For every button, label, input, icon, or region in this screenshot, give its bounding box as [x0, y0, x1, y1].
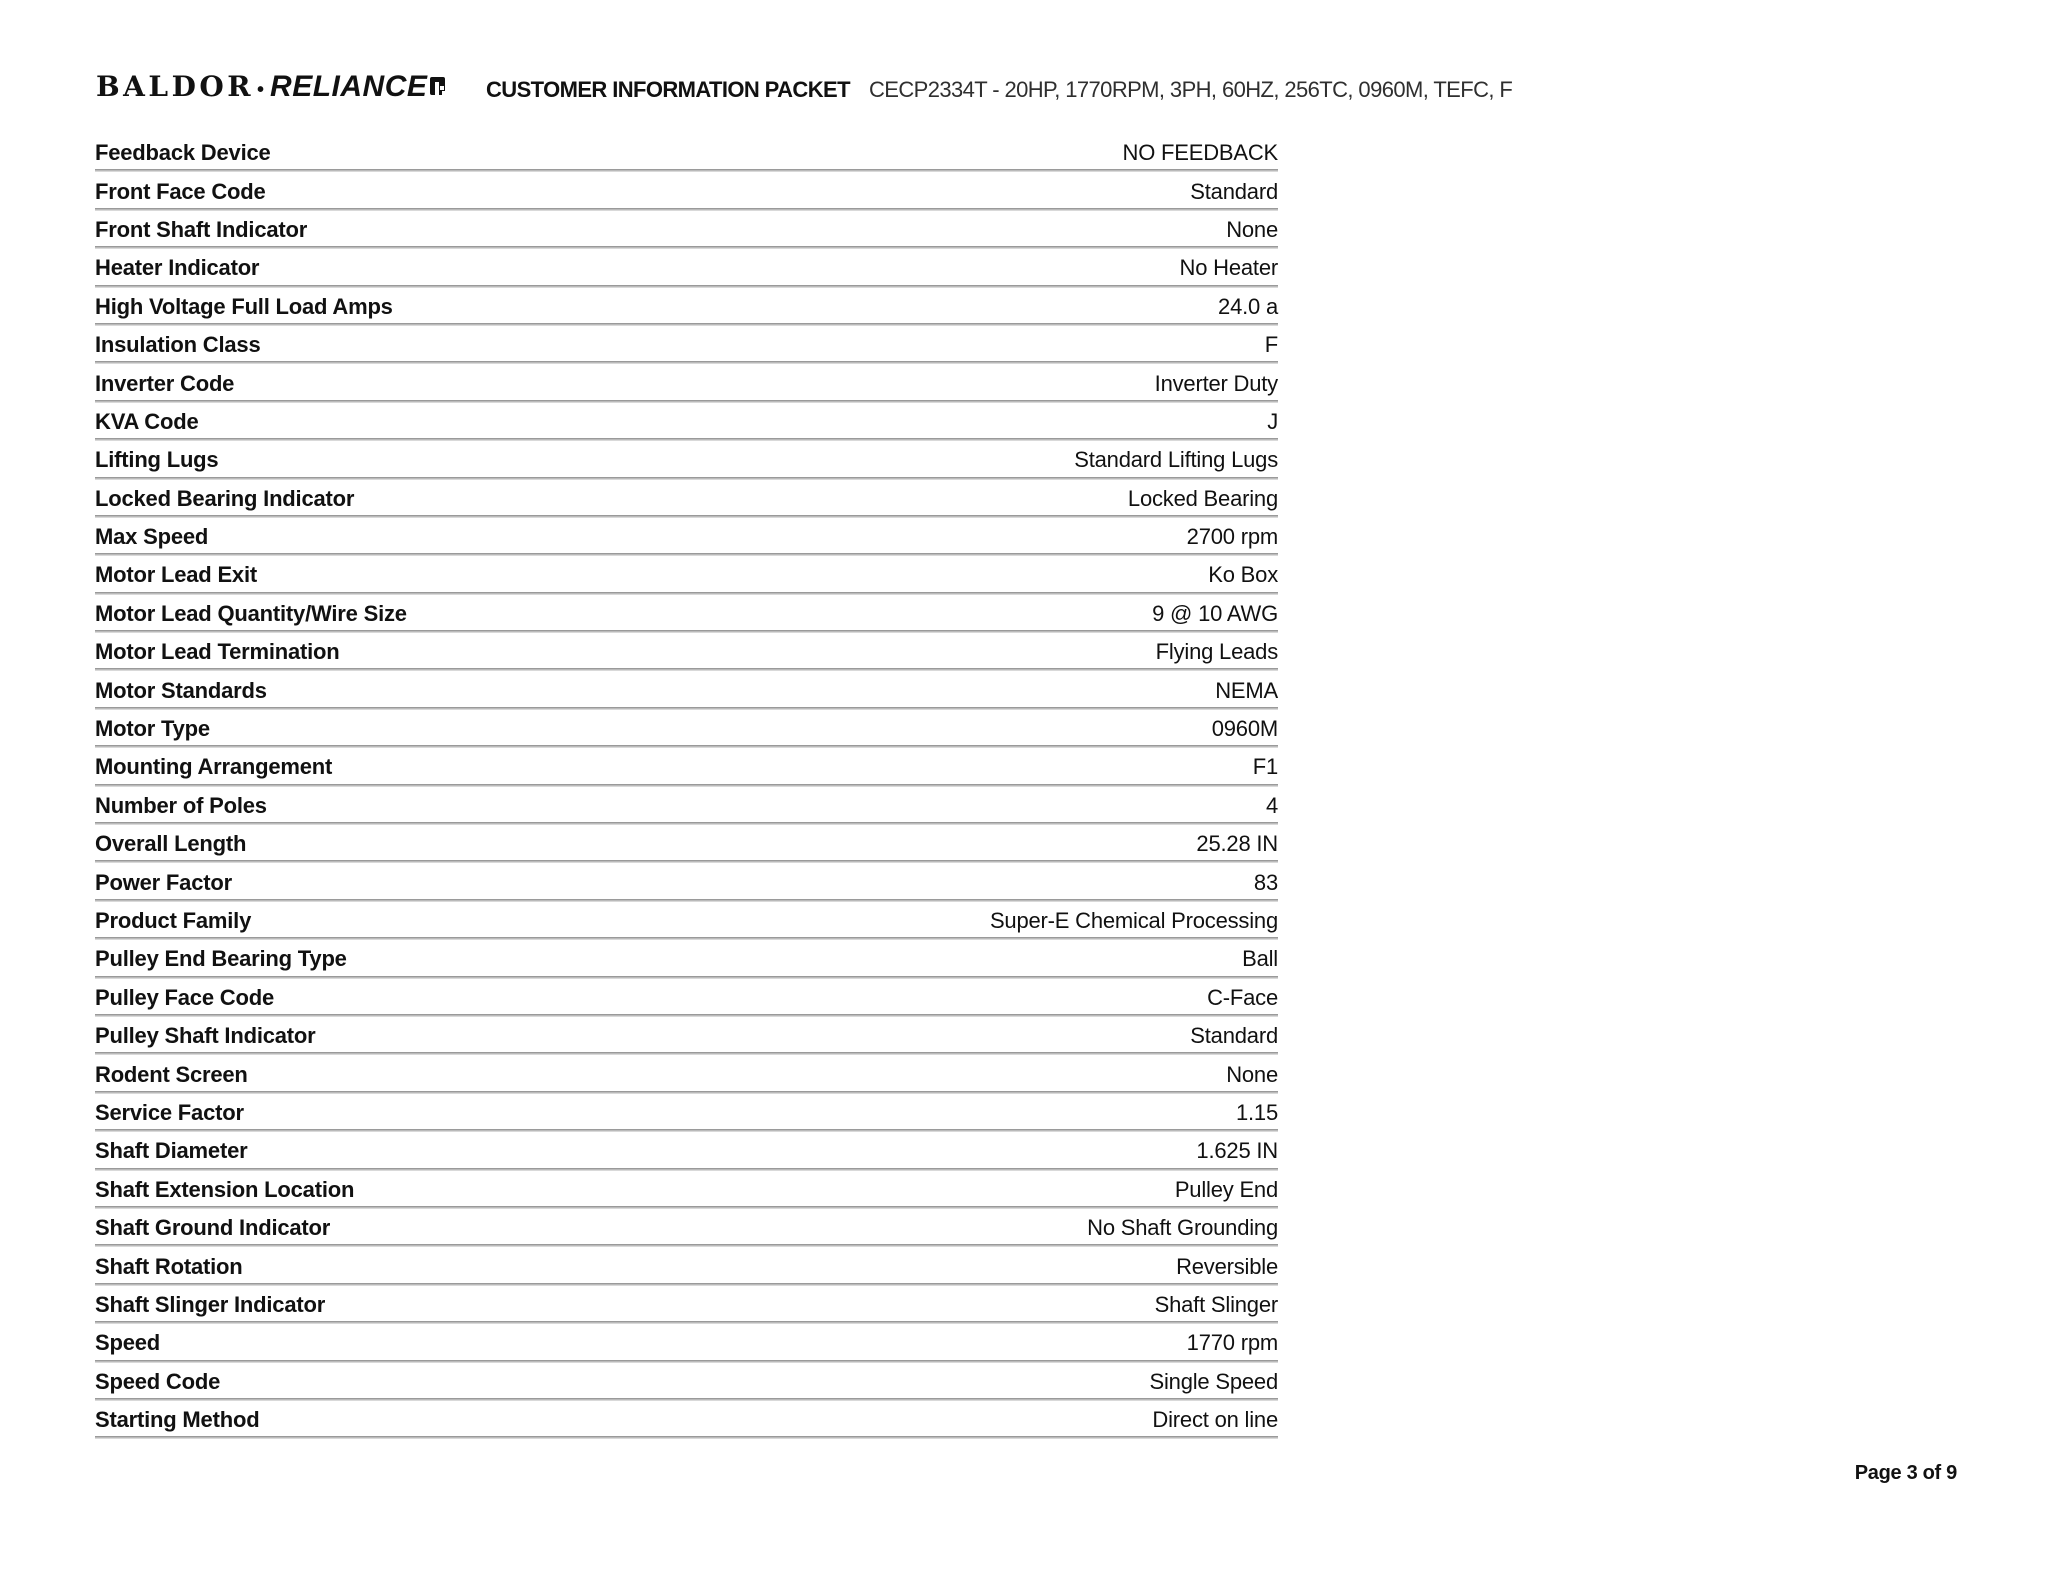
spec-row: [95, 1247, 1278, 1285]
spec-label: Shaft Rotation: [95, 1253, 243, 1279]
spec-row: [95, 403, 1278, 441]
spec-value: NEMA: [1215, 677, 1278, 703]
spec-value: Standard Lifting Lugs: [1074, 447, 1278, 473]
spec-row: [95, 1017, 1278, 1055]
spec-row: [95, 1401, 1278, 1439]
spec-row: [95, 595, 1278, 633]
spec-label: Motor Lead Quantity/Wire Size: [95, 600, 407, 626]
spec-value: Shaft Slinger: [1154, 1291, 1278, 1317]
spec-row: [95, 1209, 1278, 1247]
spec-value: Ko Box: [1208, 562, 1278, 588]
baldor-reliance-logo: [96, 70, 447, 104]
spec-row: [95, 633, 1278, 671]
spec-label: Pulley Shaft Indicator: [95, 1023, 316, 1049]
spec-value: J: [1267, 408, 1278, 434]
spec-value: 4: [1265, 792, 1278, 818]
spec-label: Pulley Face Code: [95, 984, 274, 1010]
spec-row: [95, 1286, 1278, 1324]
spec-row: [95, 710, 1278, 748]
spec-value: 0960M: [1211, 716, 1278, 742]
spec-row: [95, 326, 1278, 364]
spec-value: Super-E Chemical Processing: [989, 908, 1278, 933]
spec-label: High Voltage Full Load Amps: [95, 293, 393, 319]
logo-separator-dot: •: [257, 79, 265, 101]
logo-reliance-text: RELIANCE: [270, 70, 428, 103]
spec-label: Shaft Ground Indicator: [95, 1215, 331, 1241]
spec-value: Locked Bearing: [1127, 485, 1278, 511]
spec-value: No Shaft Grounding: [1087, 1215, 1278, 1241]
spec-row: [95, 556, 1278, 594]
spec-value: F1: [1252, 754, 1278, 780]
spec-row: [95, 902, 1278, 940]
spec-label: Front Shaft Indicator: [95, 216, 308, 242]
spec-row: [95, 787, 1278, 825]
spec-value: Flying Leads: [1155, 639, 1278, 665]
spec-label: Starting Method: [95, 1407, 260, 1433]
spec-row: [95, 940, 1278, 978]
spec-table: [95, 134, 1278, 1439]
spec-label: Overall Length: [95, 831, 247, 857]
spec-value: Standard: [1190, 178, 1278, 204]
spec-row: [95, 1094, 1278, 1132]
spec-label: Speed Code: [95, 1368, 221, 1394]
product-description: CECP2334T - 20HP, 1770RPM, 3PH, 60HZ, 256TC, 0960M, TEFC, F: [869, 77, 1513, 102]
spec-row: [95, 1055, 1278, 1093]
spec-value: Pulley End: [1174, 1176, 1278, 1202]
spec-label: Product Family: [95, 908, 252, 933]
spec-label: Insulation Class: [95, 332, 261, 358]
reliance-trademark-icon: [430, 77, 447, 101]
spec-label: Shaft Slinger Indicator: [95, 1291, 326, 1317]
spec-row: [95, 1324, 1278, 1362]
spec-label: Heater Indicator: [95, 255, 260, 281]
spec-value: C-Face: [1207, 984, 1278, 1010]
spec-row: [95, 863, 1278, 901]
spec-row: [95, 211, 1278, 249]
spec-value: 2700 rpm: [1186, 524, 1278, 550]
spec-value: None: [1226, 216, 1278, 242]
spec-row: [95, 979, 1278, 1017]
page-header: [0, 0, 2048, 125]
spec-row: [95, 748, 1278, 786]
spec-value: Reversible: [1176, 1253, 1278, 1279]
logo-baldor-text: BALDOR: [96, 70, 255, 103]
spec-value: 1.625 IN: [1196, 1138, 1278, 1164]
spec-label: Shaft Diameter: [95, 1138, 248, 1164]
spec-value: None: [1226, 1061, 1278, 1087]
spec-row: [95, 288, 1278, 326]
spec-value: Standard: [1190, 1023, 1278, 1049]
spec-label: Service Factor: [95, 1099, 244, 1125]
spec-value: F: [1264, 332, 1278, 358]
spec-label: Max Speed: [95, 524, 209, 550]
spec-value: Inverter Duty: [1154, 370, 1278, 396]
spec-label: Motor Lead Termination: [95, 639, 340, 665]
spec-label: Lifting Lugs: [95, 447, 219, 473]
spec-row: [95, 134, 1278, 172]
spec-label: Speed: [95, 1330, 161, 1356]
spec-row: [95, 480, 1278, 518]
spec-label: Pulley End Bearing Type: [95, 946, 347, 972]
spec-label: Number of Poles: [95, 792, 267, 818]
spec-value: 25.28 IN: [1196, 831, 1278, 857]
spec-row: [95, 441, 1278, 479]
spec-label: Inverter Code: [95, 370, 235, 396]
document-title: CUSTOMER INFORMATION PACKET: [486, 77, 850, 102]
spec-row: [95, 249, 1278, 287]
spec-value: Ball: [1242, 946, 1278, 972]
spec-label: Motor Type: [95, 716, 210, 742]
spec-value: 83: [1253, 869, 1278, 895]
spec-row: [95, 364, 1278, 402]
spec-value: Direct on line: [1152, 1407, 1278, 1433]
spec-value: 1.15: [1235, 1099, 1278, 1125]
spec-row: [95, 172, 1278, 210]
spec-label: Power Factor: [95, 869, 232, 895]
spec-row: [95, 518, 1278, 556]
spec-row: [95, 1171, 1278, 1209]
spec-label: Rodent Screen: [95, 1061, 248, 1087]
spec-label: Motor Standards: [95, 677, 267, 703]
spec-label: Locked Bearing Indicator: [95, 485, 355, 511]
spec-label: Front Face Code: [95, 178, 266, 204]
spec-row: [95, 671, 1278, 709]
spec-value: 9 @ 10 AWG: [1152, 600, 1278, 626]
spec-label: Motor Lead Exit: [95, 562, 258, 588]
spec-row: [95, 1132, 1278, 1170]
spec-value: NO FEEDBACK: [1122, 140, 1278, 166]
spec-label: Shaft Extension Location: [95, 1176, 355, 1202]
spec-row: [95, 1363, 1278, 1401]
spec-label: Mounting Arrangement: [95, 754, 333, 780]
spec-value: No Heater: [1179, 255, 1278, 281]
spec-label: Feedback Device: [95, 140, 271, 166]
spec-label: KVA Code: [95, 408, 199, 434]
spec-value: Single Speed: [1149, 1368, 1278, 1394]
page-number: Page 3 of 9: [1854, 1462, 1957, 1484]
page-footer: [1855, 1462, 1957, 1485]
spec-value: 1770 rpm: [1186, 1330, 1278, 1356]
spec-row: [95, 825, 1278, 863]
spec-value: 24.0 a: [1218, 293, 1278, 319]
